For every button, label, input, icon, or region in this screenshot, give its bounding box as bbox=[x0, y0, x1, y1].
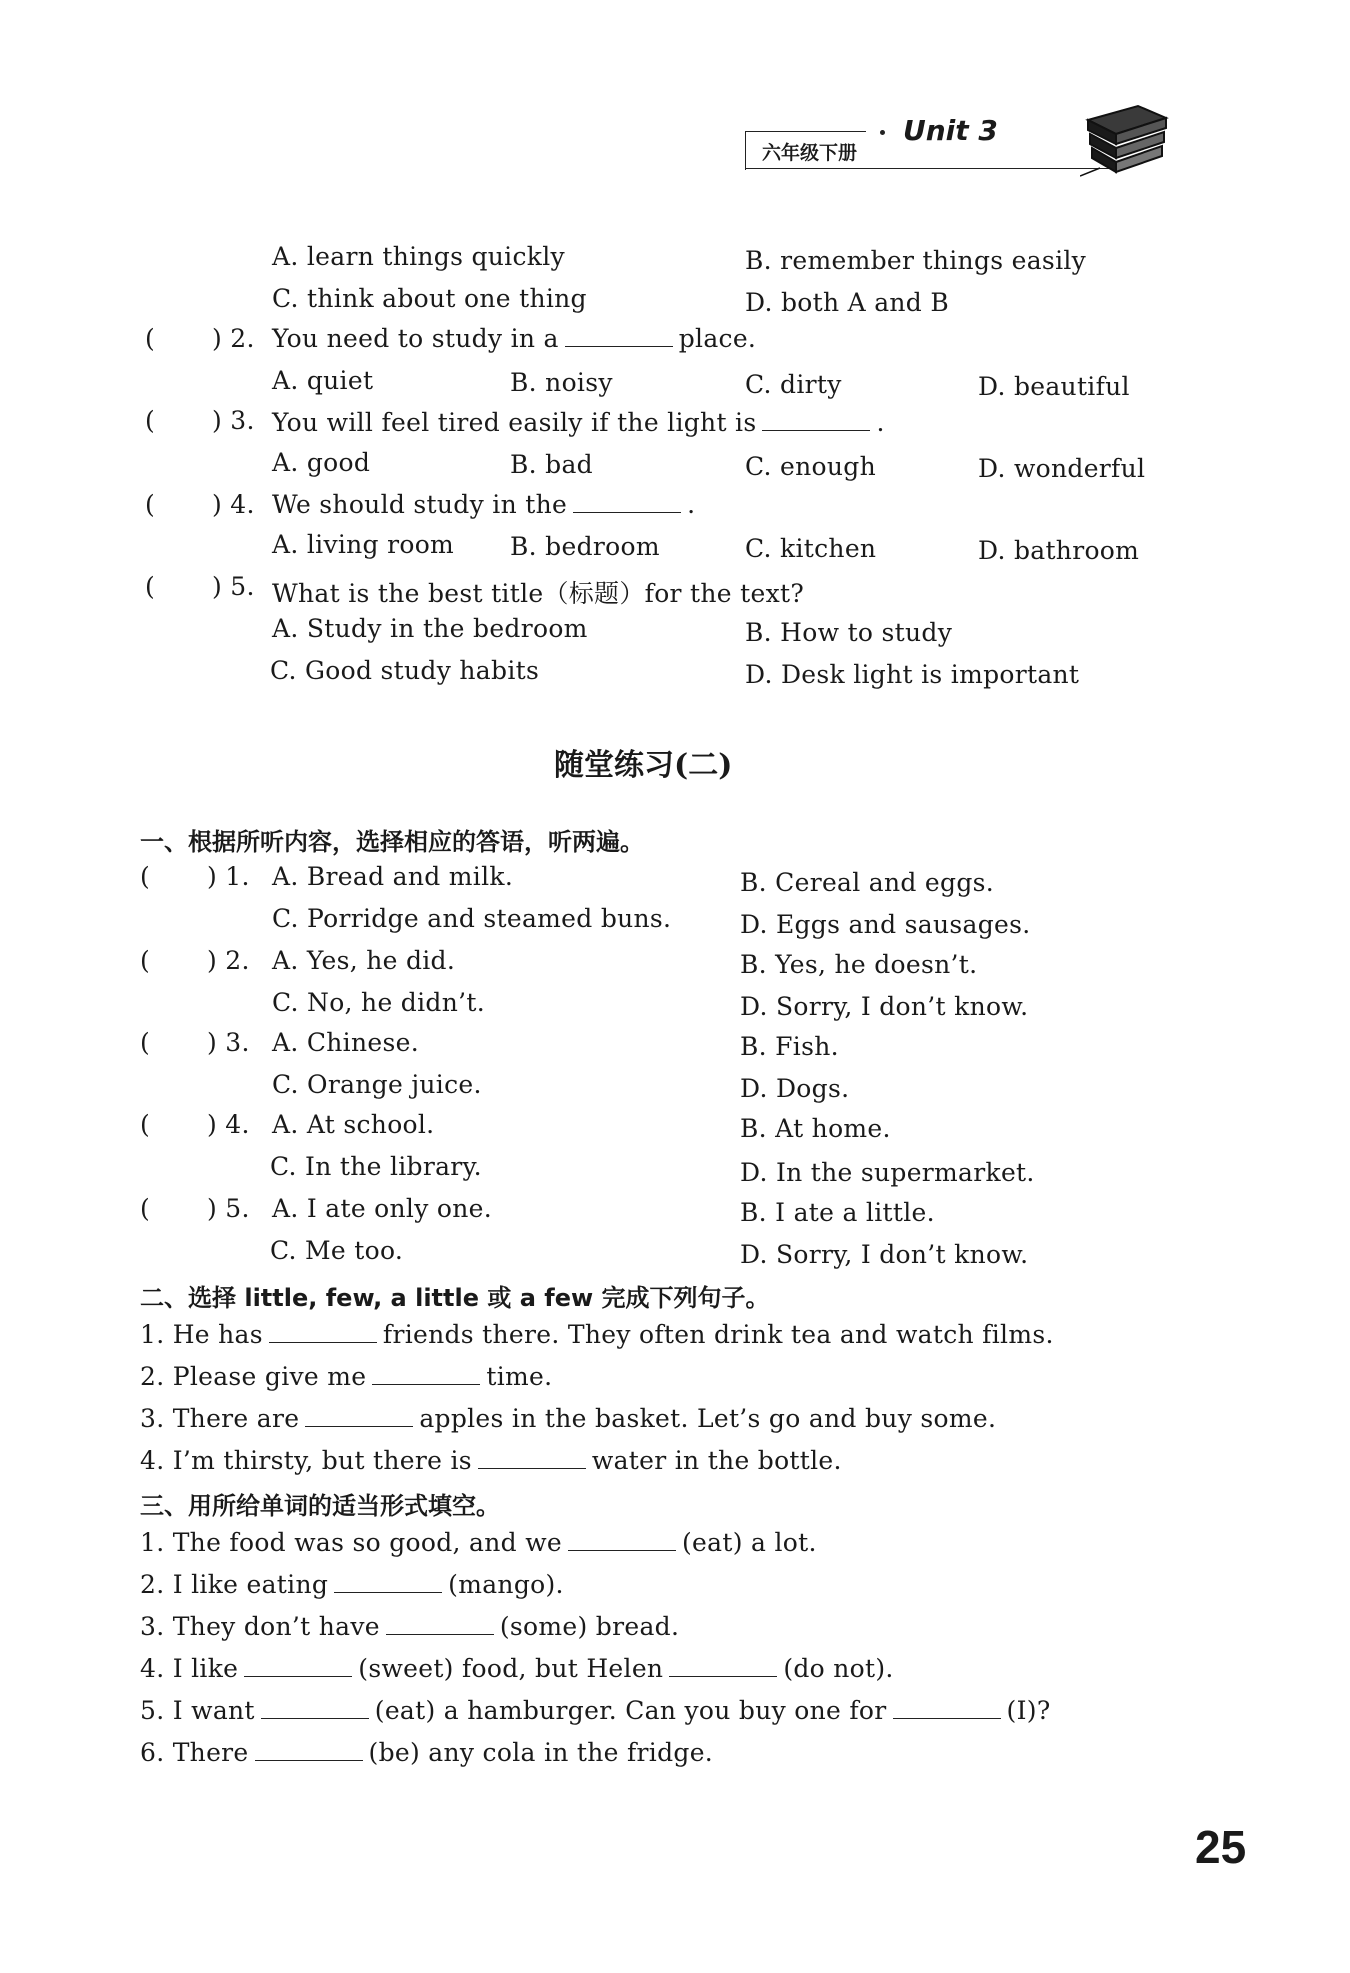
books-stack-icon bbox=[1080, 98, 1170, 178]
reading-q1-option-b: B. remember things easily bbox=[745, 246, 1087, 275]
section-title: 随堂练习(二) bbox=[554, 748, 733, 783]
exercise-line: 3. They don’t have (some) bread. bbox=[140, 1612, 680, 1641]
option: B. Fish. bbox=[740, 1032, 839, 1061]
answer-paren-open: ( bbox=[140, 1028, 150, 1057]
blank bbox=[565, 324, 673, 347]
question-number: ) 5. bbox=[212, 572, 255, 601]
blank bbox=[478, 1446, 586, 1469]
option: A. living room bbox=[272, 530, 455, 559]
option: A. Yes, he did. bbox=[272, 946, 456, 975]
reading-q1-option-d: D. both A and B bbox=[745, 288, 950, 317]
blank bbox=[244, 1654, 352, 1677]
option: B. How to study bbox=[745, 618, 953, 647]
question-number: ) 2. bbox=[207, 946, 250, 975]
answer-paren-open: ( bbox=[140, 1194, 150, 1223]
question-number: ) 3. bbox=[212, 406, 255, 435]
question-number: ) 5. bbox=[207, 1194, 250, 1223]
option: C. enough bbox=[745, 452, 876, 481]
option: D. Desk light is important bbox=[745, 660, 1080, 689]
option: D. Sorry, I don’t know. bbox=[740, 992, 1029, 1021]
blank bbox=[269, 1320, 377, 1343]
option: B. Yes, he doesn’t. bbox=[740, 950, 978, 979]
blank bbox=[334, 1570, 442, 1593]
answer-paren-open: ( bbox=[140, 946, 150, 975]
option: A. Study in the bedroom bbox=[272, 614, 588, 643]
option: A. Bread and milk. bbox=[272, 862, 514, 891]
blank bbox=[386, 1612, 494, 1635]
question-text: You need to study in a place. bbox=[272, 324, 757, 353]
option: C. dirty bbox=[745, 370, 842, 399]
option: C. No, he didn’t. bbox=[272, 988, 485, 1017]
header-dot bbox=[880, 130, 885, 135]
answer-paren-open: ( bbox=[140, 862, 150, 891]
exercise-line: 4. I’m thirsty, but there is water in the bottle. bbox=[140, 1446, 842, 1475]
question-number: ) 1. bbox=[207, 862, 250, 891]
option: D. beautiful bbox=[978, 372, 1130, 401]
option: A. good bbox=[272, 448, 371, 477]
question-text: What is the best title（标题）for the text? bbox=[272, 579, 805, 608]
exercise-line: 1. The food was so good, and we (eat) a lot. bbox=[140, 1528, 817, 1557]
exercise-line: 6. There (be) any cola in the fridge. bbox=[140, 1738, 714, 1767]
option: D. In the supermarket. bbox=[740, 1158, 1035, 1187]
option: C. In the library. bbox=[270, 1152, 482, 1181]
question-number: ) 4. bbox=[212, 490, 255, 519]
exercise-line: 2. I like eating (mango). bbox=[140, 1570, 564, 1599]
option: D. Sorry, I don’t know. bbox=[740, 1240, 1029, 1269]
option: D. Eggs and sausages. bbox=[740, 910, 1031, 939]
option: C. Good study habits bbox=[270, 656, 540, 685]
blank bbox=[573, 490, 681, 513]
option: B. bedroom bbox=[510, 532, 660, 561]
question-number: ) 4. bbox=[207, 1110, 250, 1139]
exercise-line: 4. I like (sweet) food, but Helen (do not). bbox=[140, 1654, 894, 1683]
part1-heading: 一、根据所听内容，选择相应的答语，听两遍。 bbox=[140, 828, 644, 856]
answer-paren-open: ( bbox=[145, 572, 155, 601]
option: A. At school. bbox=[272, 1110, 435, 1139]
blank bbox=[893, 1696, 1001, 1719]
header-grade: 六年级下册 bbox=[762, 142, 858, 164]
option: B. I ate a little. bbox=[740, 1198, 935, 1227]
exercise-line: 5. I want (eat) a hamburger. Can you buy one for (I)? bbox=[140, 1696, 1051, 1725]
option: D. Dogs. bbox=[740, 1074, 850, 1103]
option: A. Chinese. bbox=[272, 1028, 419, 1057]
blank bbox=[305, 1404, 413, 1427]
option: A. I ate only one. bbox=[272, 1194, 492, 1223]
blank bbox=[762, 408, 870, 431]
exercise-line: 3. There are apples in the basket. Let’s go and buy some. bbox=[140, 1404, 997, 1433]
blank bbox=[669, 1654, 777, 1677]
page-number: 25 bbox=[1195, 1821, 1247, 1873]
exercise-line: 2. Please give me time. bbox=[140, 1362, 553, 1391]
question-text: We should study in the . bbox=[272, 490, 696, 519]
question-number: ) 3. bbox=[207, 1028, 250, 1057]
header-unit: Unit 3 bbox=[903, 114, 998, 147]
option: D. wonderful bbox=[978, 454, 1146, 483]
answer-paren-open: ( bbox=[145, 490, 155, 519]
question-number: ) 2. bbox=[212, 324, 255, 353]
option: B. bad bbox=[510, 450, 593, 479]
part3-heading: 三、用所给单词的适当形式填空。 bbox=[140, 1492, 500, 1520]
blank bbox=[568, 1528, 676, 1551]
answer-paren-open: ( bbox=[145, 406, 155, 435]
reading-q1-option-c: C. think about one thing bbox=[272, 284, 587, 313]
header-rule bbox=[745, 168, 1120, 169]
question-text: You will feel tired easily if the light is . bbox=[272, 408, 885, 437]
option: A. quiet bbox=[272, 366, 374, 395]
option: C. kitchen bbox=[745, 534, 877, 563]
option: C. Porridge and steamed buns. bbox=[272, 904, 672, 933]
blank bbox=[255, 1738, 363, 1761]
option: B. Cereal and eggs. bbox=[740, 868, 995, 897]
blank bbox=[261, 1696, 369, 1719]
exercise-line: 1. He has friends there. They often drink tea and watch films. bbox=[140, 1320, 1054, 1349]
option: C. Orange juice. bbox=[272, 1070, 482, 1099]
option: B. noisy bbox=[510, 368, 613, 397]
reading-q1-option-a: A. learn things quickly bbox=[272, 242, 565, 271]
answer-paren-open: ( bbox=[145, 324, 155, 353]
option: C. Me too. bbox=[270, 1236, 404, 1265]
part2-heading: 二、选择 little, few, a little 或 a few 完成下列句子。 bbox=[140, 1284, 770, 1312]
option: D. bathroom bbox=[978, 536, 1140, 565]
answer-paren-open: ( bbox=[140, 1110, 150, 1139]
blank bbox=[372, 1362, 480, 1385]
option: B. At home. bbox=[740, 1114, 891, 1143]
